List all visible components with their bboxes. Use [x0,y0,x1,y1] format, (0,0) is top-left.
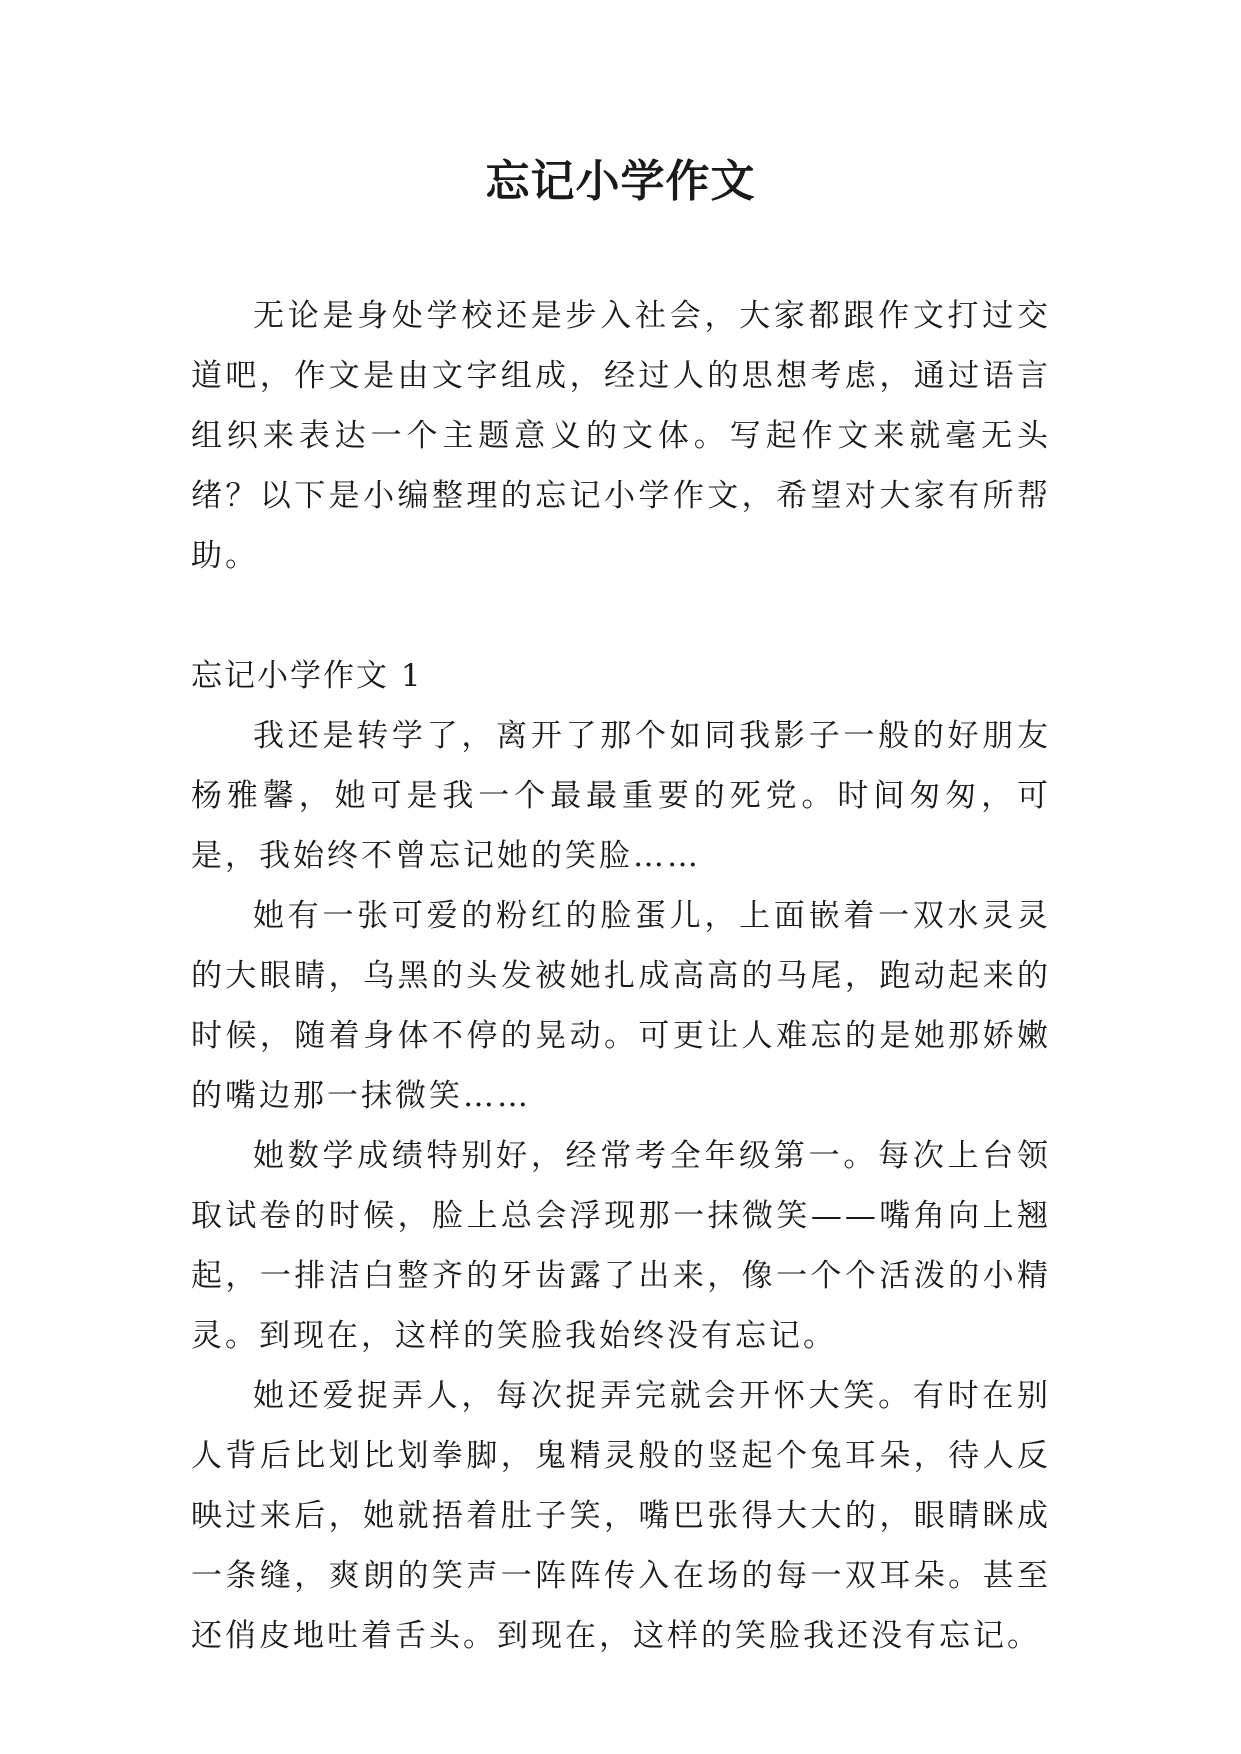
document-title: 忘记小学作文 [485,156,756,207]
body-paragraph-1: 我还是转学了，离开了那个如同我影子一般的好朋友杨雅馨，她可是我一个最最重要的死党。时间匆匆，可是，我始终不曾忘记她的笑脸…… [191,718,1051,874]
body-paragraph-2: 她有一张可爱的粉红的脸蛋儿，上面嵌着一双水灵灵的大眼睛，乌黑的头发被她扎成高高的马尾，跑动起来的时候，随着身体不停的晃动。可更让人难忘的是她那娇嫩的嘴边那一抹微笑…… [191,898,1051,1114]
intro-paragraph: 无论是身处学校还是步入社会，大家都跟作文打过交道吧，作文是由文字组成，经过人的思想考虑，通过语言组织来表达一个主题意义的文体。写起作文来就毫无头绪？以下是小编整理的忘记小学作文，希望对大家有所帮助。 [191,298,1051,574]
body-paragraph-3: 她数学成绩特别好，经常考全年级第一。每次上台领取试卷的时候，脸上总会浮现那一抹微笑——嘴角向上翘起，一排洁白整齐的牙齿露了出来，像一个个活泼的小精灵。到现在，这样的笑脸我始终没有忘记。 [191,1138,1051,1354]
body-paragraph-4: 她还爱捉弄人，每次捉弄完就会开怀大笑。有时在别人背后比划比划拳脚，鬼精灵般的竖起个兔耳朵，待人反映过来后，她就捂着肚子笑，嘴巴张得大大的，眼睛眯成一条缝，爽朗的笑声一阵阵传入在场的每一双耳朵。甚至还俏皮地吐着舌头。到现在，这样的笑脸我还没有忘记。 [191,1378,1051,1654]
document-body [191,286,1051,1666]
section-heading: 忘记小学作文 1 [191,658,423,694]
